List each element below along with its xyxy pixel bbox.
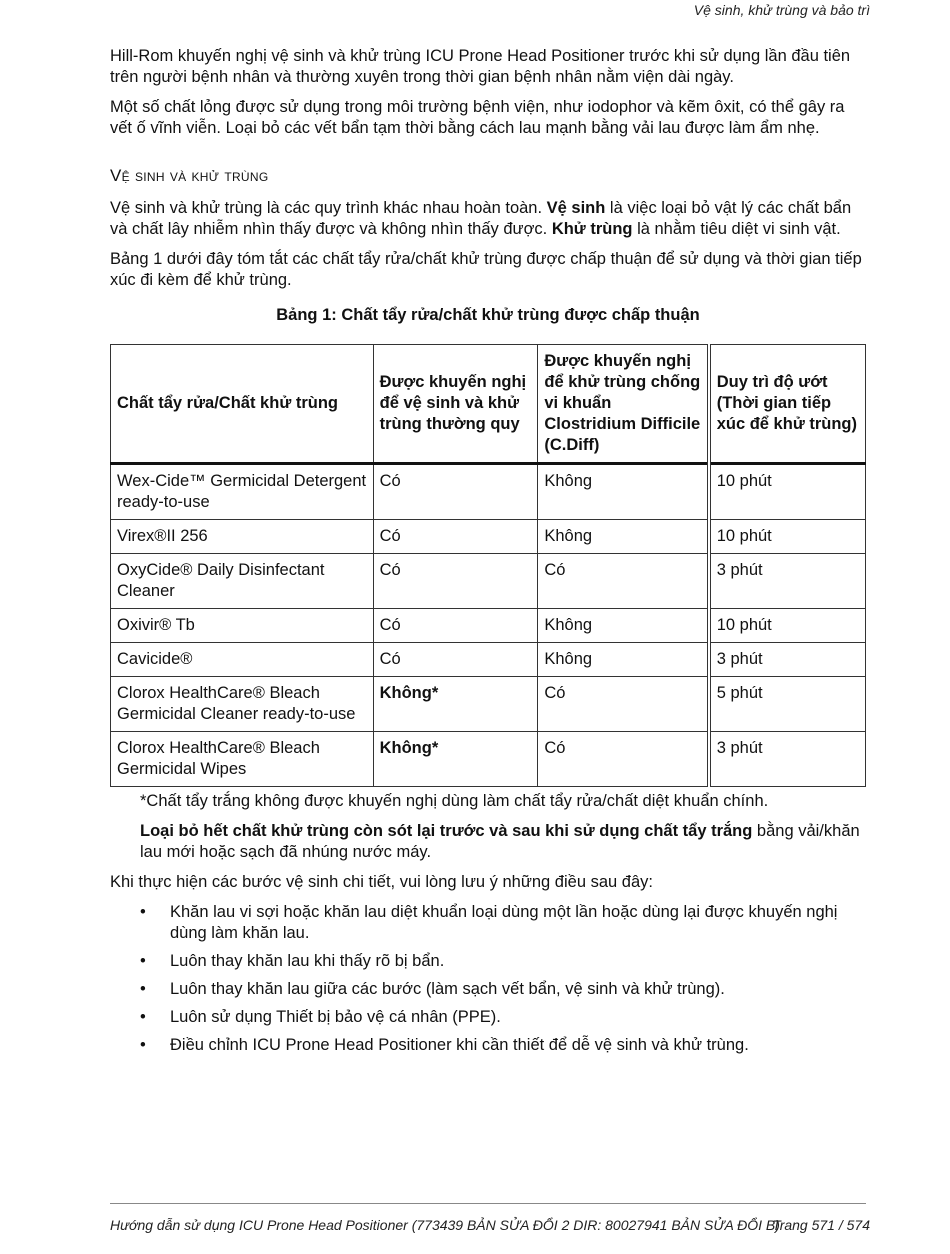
table-header-cdiff: Được khuyến nghị để khử trùng chống vi khuẩn Clostridium Difficile (C.Diff) — [538, 345, 709, 464]
table-footnote: *Chất tẩy trắng không được khuyến nghị dùng làm chất tẩy rửa/chất diệt khuẩn chính. — [140, 792, 769, 810]
footer-page-number: Trang 571 / 574 — [772, 1217, 870, 1233]
definition-text-c: là việc loại bỏ vật lý các chất bẩn và chất lây nhiễm nhìn thấy được và không nhìn thấy được. — [110, 199, 852, 238]
running-header: Vệ sinh, khử trùng và bảo trì — [693, 2, 870, 18]
table-cell-contact-time: 3 phút — [709, 643, 866, 677]
table-cell-agent: Virex®II 256 — [111, 520, 374, 554]
table-cell-agent: Oxivir® Tb — [111, 609, 374, 643]
definition-text-e: là nhằm tiêu diệt vi sinh vật. — [632, 220, 841, 238]
list-item — [110, 902, 866, 944]
table-cell-contact-time: 10 phút — [709, 609, 866, 643]
list-item — [110, 951, 866, 972]
section-heading: Vệ sinh và khử trùng — [110, 166, 269, 185]
table-cell-contact-time: 5 phút — [709, 677, 866, 732]
list-item-text: Điều chỉnh ICU Prone Head Positioner khi cần thiết để dễ vệ sinh và khử trùng. — [170, 1036, 749, 1054]
definition-paragraph — [110, 198, 866, 240]
table-cell-routine: Có — [373, 520, 538, 554]
bleach-warning-bold: Loại bỏ hết chất khử trùng còn sót lại trước và sau khi sử dụng chất tẩy trắng — [140, 822, 753, 840]
table-row — [111, 609, 866, 643]
table-cell-routine: Không* — [373, 732, 538, 787]
table-intro-paragraph: Bảng 1 dưới đây tóm tắt các chất tẩy rửa/chất khử trùng được chấp thuận để sử dụng và thời gian tiếp xúc đi kèm để khử trùng. — [110, 250, 862, 289]
disinfectant-table — [110, 344, 866, 787]
definition-text-a: Vệ sinh và khử trùng là các quy trình khác nhau hoàn toàn. — [110, 199, 547, 217]
table-cell-contact-time: 3 phút — [709, 554, 866, 609]
table-header-agent: Chất tẩy rửa/Chất khử trùng — [111, 345, 374, 464]
list-item-text: Luôn thay khăn lau khi thấy rõ bị bẩn. — [170, 952, 445, 970]
table-cell-cdiff: Có — [538, 677, 709, 732]
list-item-text: Luôn sử dụng Thiết bị bảo vệ cá nhân (PPE). — [170, 1008, 501, 1026]
definition-term-disinfection: Khử trùng — [551, 220, 633, 238]
table-row — [111, 464, 866, 520]
table-cell-agent: OxyCide® Daily Disinfectant Cleaner — [111, 554, 374, 609]
page-content — [110, 46, 866, 1063]
bleach-warning-rest: bằng vải/khăn lau mới hoặc sạch đã nhúng nước máy. — [140, 822, 860, 861]
table-cell-routine: Có — [373, 643, 538, 677]
list-item-text: Khăn lau vi sợi hoặc khăn lau diệt khuẩn loại dùng một lần hoặc dùng lại được khuyến nghị dùng làm khăn lau. — [170, 903, 838, 942]
table-cell-cdiff: Có — [538, 732, 709, 787]
table-row — [111, 732, 866, 787]
table-cell-agent: Clorox HealthCare® Bleach Germicidal Wipes — [111, 732, 374, 787]
table-row — [111, 520, 866, 554]
table-cell-cdiff: Không — [538, 609, 709, 643]
table-row — [111, 554, 866, 609]
intro-paragraph-1: Hill-Rom khuyến nghị vệ sinh và khử trùng ICU Prone Head Positioner trước khi sử dụng lần đầu tiên trên người bệnh nhân và thường xuyên trong thời gian bệnh nhân nằm viện dài ngày. — [110, 47, 851, 86]
list-item — [110, 1035, 866, 1056]
bleach-warning — [140, 821, 866, 863]
table-cell-contact-time: 10 phút — [709, 520, 866, 554]
table-cell-routine: Có — [373, 464, 538, 520]
table-cell-routine: Có — [373, 609, 538, 643]
steps-intro: Khi thực hiện các bước vệ sinh chi tiết, vui lòng lưu ý những điều sau đây: — [110, 873, 653, 891]
bullet-icon: • — [140, 980, 146, 998]
bullet-icon: • — [140, 903, 146, 921]
footer-divider — [110, 1203, 866, 1204]
definition-term-cleaning: Vệ sinh — [546, 199, 606, 217]
table-header-contact-time: Duy trì độ ướt (Thời gian tiếp xúc để khử trùng) — [709, 345, 866, 464]
table-caption: Bảng 1: Chất tẩy rửa/chất khử trùng được chấp thuận — [276, 306, 700, 324]
table-cell-routine: Có — [373, 554, 538, 609]
bullet-icon: • — [140, 1008, 146, 1026]
table-cell-agent: Clorox HealthCare® Bleach Germicidal Cleaner ready-to-use — [111, 677, 374, 732]
bullet-icon: • — [140, 1036, 146, 1054]
bullet-icon: • — [140, 952, 146, 970]
list-item — [110, 979, 866, 1000]
table-cell-cdiff: Không — [538, 643, 709, 677]
table-cell-cdiff: Không — [538, 520, 709, 554]
table-row — [111, 643, 866, 677]
table-header-routine: Được khuyến nghị để vệ sinh và khử trùng thường quy — [373, 345, 538, 464]
table-cell-routine: Không* — [373, 677, 538, 732]
list-item-text: Luôn thay khăn lau giữa các bước (làm sạch vết bẩn, vệ sinh và khử trùng). — [170, 980, 725, 998]
table-row — [111, 677, 866, 732]
table-cell-contact-time: 10 phút — [709, 464, 866, 520]
table-cell-agent: Cavicide® — [111, 643, 374, 677]
steps-list — [110, 902, 866, 1056]
table-cell-cdiff: Có — [538, 554, 709, 609]
table-cell-contact-time: 3 phút — [709, 732, 866, 787]
page-footer — [110, 1215, 870, 1236]
intro-paragraph-2: Một số chất lỏng được sử dụng trong môi trường bệnh viện, như iodophor và kẽm ôxit, có thể gây ra vết ố vĩnh viễn. Loại bỏ các vết bẩn tạm thời bằng cách lau mạnh bằng vải lau được làm ẩm nhẹ. — [110, 98, 845, 137]
table-cell-agent: Wex-Cide™ Germicidal Detergent ready-to-use — [111, 464, 374, 520]
footer-document-title: Hướng dẫn sử dụng ICU Prone Head Positioner (773439 BẢN SỬA ĐỔI 2 DIR: 80027941 BẢN SỬA ĐỔI B) — [110, 1217, 780, 1233]
table-cell-cdiff: Không — [538, 464, 709, 520]
list-item — [110, 1007, 866, 1028]
